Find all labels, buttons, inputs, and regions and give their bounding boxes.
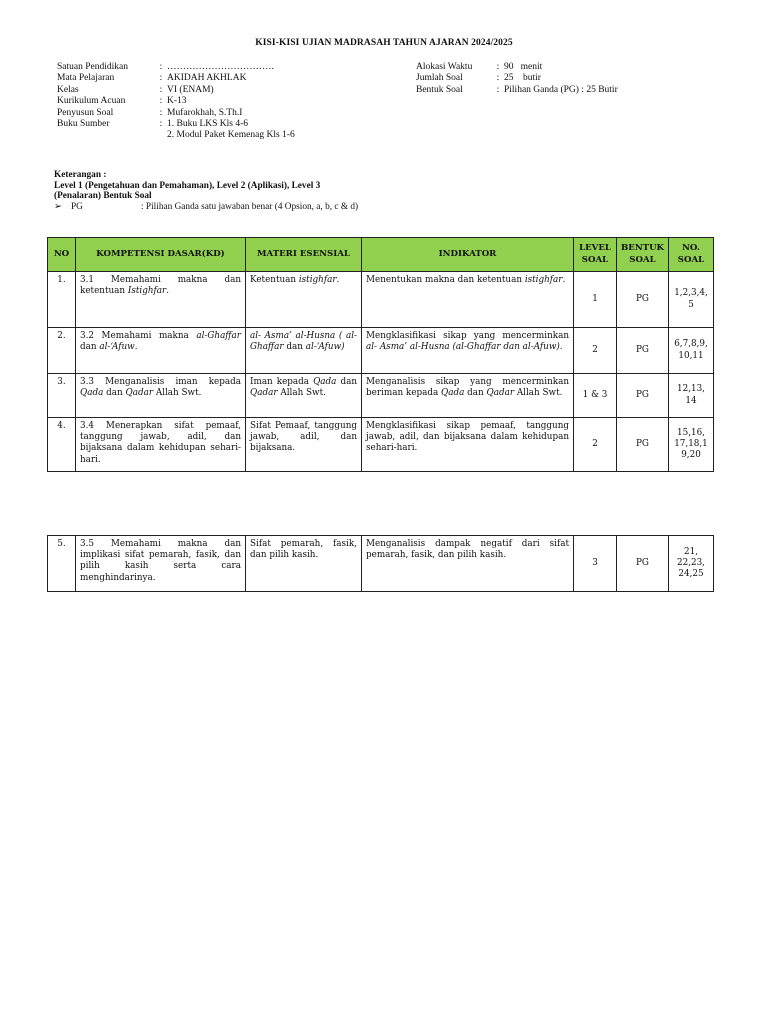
cell-bentuk: PG <box>617 272 669 328</box>
cell-no: 1. <box>48 272 76 328</box>
document-title: KISI-KISI UJIAN MADRASAH TAHUN AJARAN 2024/2025 <box>255 38 513 48</box>
identity-block-left <box>57 62 295 142</box>
cell-level: 1 & 3 <box>574 374 617 418</box>
cell-materi <box>246 272 362 328</box>
cell-kd <box>76 328 246 374</box>
arrow-bullet-icon: ➢ <box>54 201 62 212</box>
cell-bentuk: PG <box>617 328 669 374</box>
info-colon: : <box>159 96 163 107</box>
cell-materi: Sifat pemarah, fasik, dan pilih kasih. <box>246 536 362 592</box>
indikator-text: . <box>559 342 563 353</box>
cell-bentuk: PG <box>617 536 669 592</box>
cell-indikator: Menganalisis dampak negatif dari sifat pemarah, fasik, dan pilih kasih. <box>362 536 574 592</box>
kd-italic: al-‘Afuw <box>99 342 135 353</box>
info-value: AKIDAH AKHLAK <box>167 73 247 84</box>
info-row <box>416 73 618 84</box>
info-colon: : <box>159 84 163 95</box>
indikator-italic: istighfar <box>524 275 563 285</box>
table-row <box>48 374 714 418</box>
cell-materi <box>246 328 362 374</box>
keterangan-block <box>54 170 358 212</box>
cell-materi <box>246 374 362 418</box>
materi-italic: Qada <box>313 377 337 387</box>
cell-bentuk: PG <box>617 418 669 472</box>
info-row <box>57 85 295 96</box>
cell-level: 2 <box>574 418 617 472</box>
cell-level: 2 <box>574 328 617 374</box>
info-value: 2. Modul Paket Kemenag Kls 1-6 <box>167 130 295 141</box>
indikator-italic: al- Asma’ al-Husna (al-Ghaffar dan al-Afuw) <box>366 342 560 353</box>
kd-text: Allah Swt. <box>153 388 202 399</box>
cell-kd: 3.5 Memahami makna dan implikasi sifat pemarah, fasik, dan pilih kasih serta cara menghindarinya. <box>76 536 246 592</box>
materi-text: Allah Swt. <box>277 388 326 399</box>
cell-level: 3 <box>574 536 617 592</box>
cell-indikator <box>362 272 574 328</box>
info-value: ……………………………. <box>167 62 274 72</box>
info-value: K-13 <box>167 96 187 107</box>
bullet-code: PG <box>71 201 83 212</box>
info-label: Buku Sumber <box>57 119 110 130</box>
kd-text: 3.1 Memahami makna dan ketentuan <box>80 275 241 297</box>
cell-level: 1 <box>574 272 617 328</box>
table-row <box>48 536 714 592</box>
kd-text: dan <box>80 342 100 353</box>
keterangan-levels-cont: (Penalaran) Bentuk Soal <box>54 191 152 202</box>
header-bentuk: BENTUK SOAL <box>617 238 669 272</box>
info-value: 1. Buku LKS Kls 4-6 <box>167 119 249 130</box>
table-row <box>48 328 714 374</box>
cell-no: 4. <box>48 418 76 472</box>
kd-italic: Istighfar <box>127 286 167 297</box>
indikator-italic: Qada <box>441 388 465 399</box>
indikator-text: . <box>562 275 566 285</box>
cell-nosoal: 1,2,3,4, 5 <box>669 272 714 328</box>
info-colon: : <box>159 73 163 84</box>
info-value: Pilihan Ganda (PG) : 25 Butir <box>504 84 618 95</box>
kd-italic: al-Ghaffar <box>196 331 241 341</box>
info-row <box>57 96 295 107</box>
materi-text: Ketentuan <box>250 275 299 285</box>
info-colon: : <box>496 84 500 95</box>
info-colon: : <box>496 62 500 72</box>
table-header-row <box>48 238 714 272</box>
materi-italic: al- Asma’ al-Husna ( al- Ghaffar <box>250 331 357 353</box>
cell-indikator: Mengklasifikasi sikap pemaaf, tanggung jawab, adil, dan bijaksana dalam kehidupan sehari-hari. <box>362 418 574 472</box>
header-level: LEVEL SOAL <box>574 238 617 272</box>
info-colon: : <box>159 62 163 72</box>
cell-kd: 3.4 Menerapkan sifat pemaaf, tanggung jawab, adil, dan bijaksana dalam kehidupan sehari-hari. <box>76 418 246 472</box>
info-label: Penyusun Soal <box>57 107 114 118</box>
indikator-text: Allah Swt. <box>514 388 563 399</box>
keterangan-bullet <box>54 202 358 213</box>
info-label: Kelas <box>57 84 79 95</box>
materi-italic: Qadar <box>250 388 278 399</box>
kisi-kisi-table <box>47 237 714 472</box>
info-label: Jumlah Soal <box>416 73 463 84</box>
info-value: VI (ENAM) <box>167 84 214 95</box>
identity-block-right <box>416 62 618 96</box>
indikator-text: Mengklasifikasi sikap yang mencerminkan <box>366 331 569 341</box>
info-row <box>57 119 295 130</box>
table-row <box>48 272 714 328</box>
bullet-text: : Pilihan Ganda satu jawaban benar (4 Opsion, a, b, c & d) <box>141 201 359 212</box>
info-row <box>57 73 295 84</box>
header-kd: KOMPETENSI DASAR(KD) <box>76 238 246 272</box>
cell-indikator <box>362 328 574 374</box>
info-label: Mata Pelajaran <box>57 73 115 84</box>
materi-text: Iman kepada <box>250 377 314 387</box>
cell-no: 2. <box>48 328 76 374</box>
indikator-text: dan <box>464 388 487 399</box>
info-row <box>57 62 295 73</box>
indikator-text: Menentukan makna dan ketentuan <box>366 275 525 285</box>
cell-nosoal: 15,16, 17,18,1 9,20 <box>669 418 714 472</box>
cell-materi: Sifat Pemaaf, tanggung jawab, adil, dan bijaksana. <box>246 418 362 472</box>
materi-italic: istighfar <box>298 275 337 285</box>
kd-text: 3.2 Memahami makna <box>80 331 197 341</box>
info-label: Satuan Pendidikan <box>57 62 128 72</box>
info-value: Mufarokhah, S.Th.I <box>167 107 243 118</box>
kd-italic: Qadar <box>125 388 154 399</box>
info-label: Bentuk Soal <box>416 84 463 95</box>
indikator-text: Menganalisis sikap yang mencerminkan beriman kepada <box>366 377 569 399</box>
info-row <box>57 130 295 141</box>
table-row <box>48 418 714 472</box>
header-materi: MATERI ESENSIAL <box>246 238 362 272</box>
cell-no: 5. <box>48 536 76 592</box>
keterangan-heading: Keterangan : <box>54 170 107 180</box>
materi-italic: al-‘Afuw) <box>305 342 345 353</box>
info-row <box>416 62 618 73</box>
materi-text: dan <box>283 342 306 353</box>
cell-kd <box>76 374 246 418</box>
kd-text: . <box>134 342 138 353</box>
info-colon: : <box>159 119 163 130</box>
kd-text: dan <box>103 388 126 399</box>
cell-nosoal: 6,7,8,9, 10,11 <box>669 328 714 374</box>
indikator-italic: Qadar <box>486 388 515 399</box>
kd-text: . <box>166 286 169 297</box>
materi-text: dan <box>336 377 357 387</box>
cell-nosoal: 21, 22,23, 24,25 <box>669 536 714 592</box>
header-nosoal: NO. SOAL <box>669 238 714 272</box>
keterangan-levels: Level 1 (Pengetahuan dan Pemahaman), Level 2 (Aplikasi), Level 3 <box>54 180 321 191</box>
info-value: 25 butir <box>504 73 541 84</box>
cell-kd <box>76 272 246 328</box>
cell-bentuk: PG <box>617 374 669 418</box>
kisi-kisi-table-continued <box>47 535 714 592</box>
header-no: NO <box>48 238 76 272</box>
info-colon: : <box>496 73 500 84</box>
kd-italic: Qada <box>80 388 104 399</box>
info-row <box>57 108 295 119</box>
info-row <box>416 85 618 96</box>
cell-nosoal: 12,13, 14 <box>669 374 714 418</box>
header-indikator: INDIKATOR <box>362 238 574 272</box>
cell-indikator <box>362 374 574 418</box>
materi-text: . <box>336 275 340 285</box>
cell-no: 3. <box>48 374 76 418</box>
kd-text: 3.3 Menganalisis iman kepada <box>80 377 241 387</box>
info-label: Kurikulum Acuan <box>57 96 126 107</box>
info-label: Alokasi Waktu <box>416 62 473 72</box>
info-colon: : <box>159 107 163 118</box>
info-value: 90 menit <box>504 62 543 72</box>
